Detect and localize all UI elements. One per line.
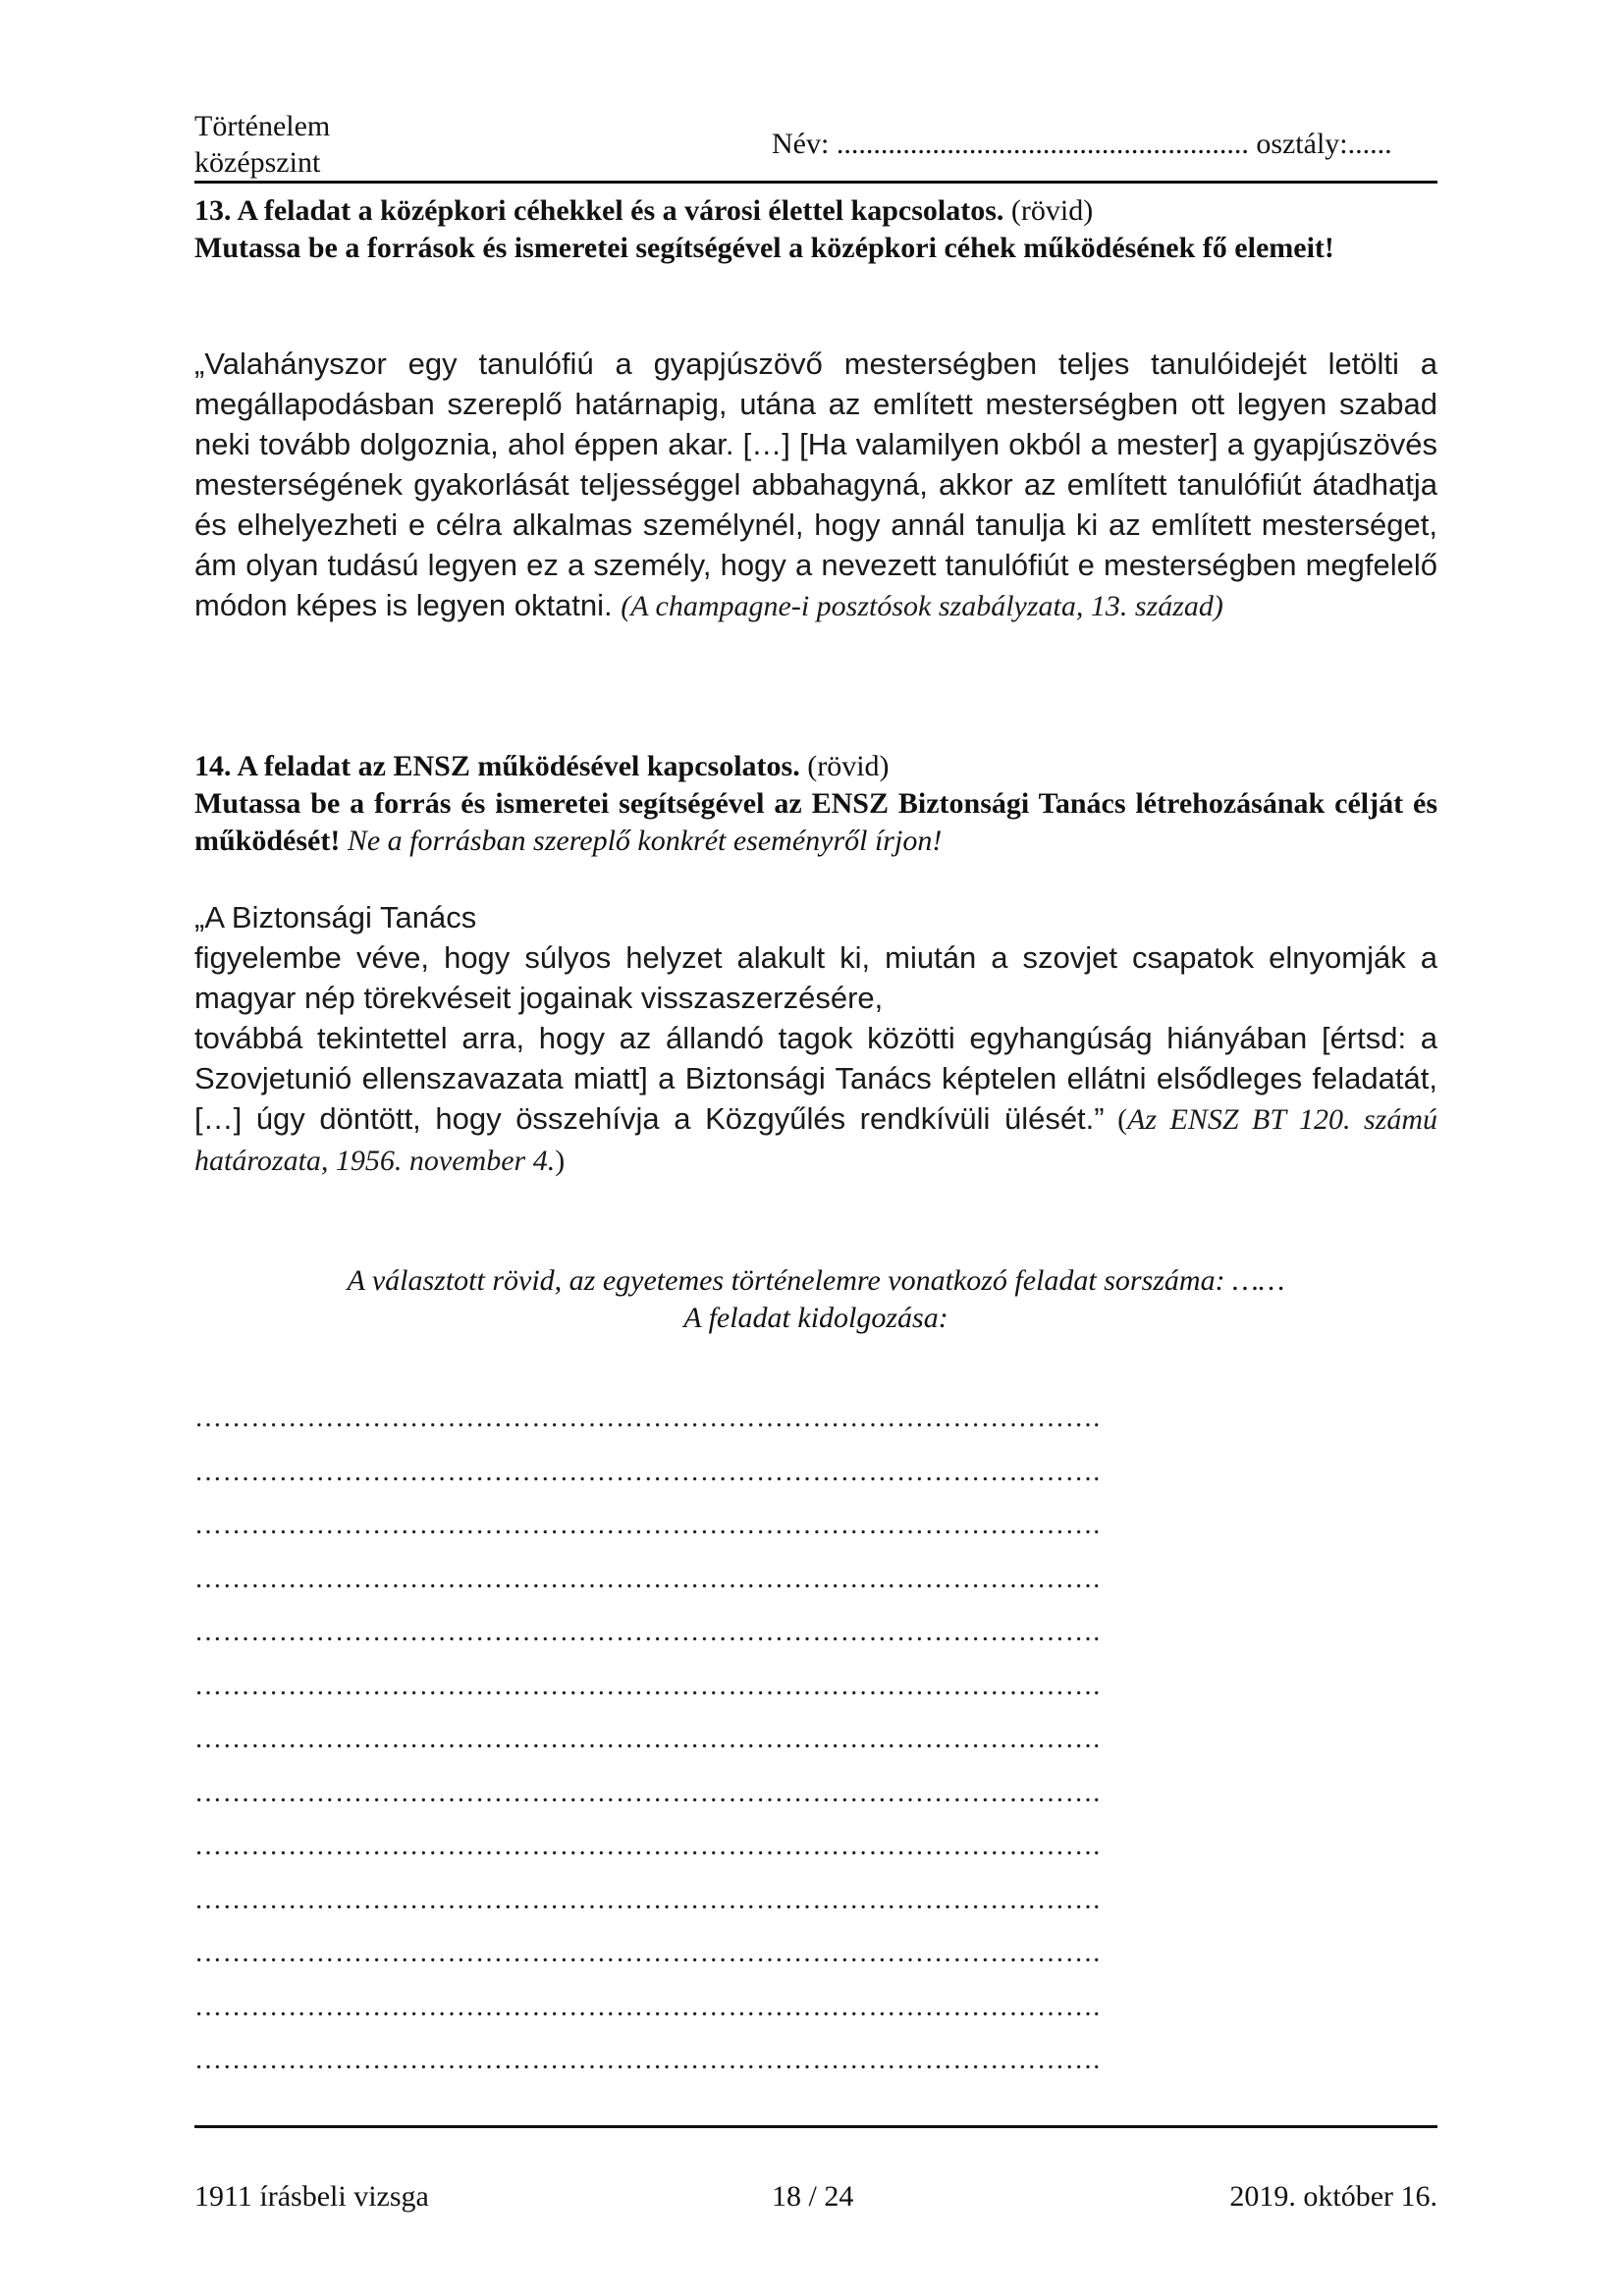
answer-line[interactable]: …………………………………………………………………………………….	[194, 1938, 1101, 1968]
answer-line[interactable]: …………………………………………………………………………………….	[194, 1831, 1101, 1861]
task-13-source	[194, 344, 1437, 626]
answer-line[interactable]: …………………………………………………………………………………….	[194, 1884, 1101, 1915]
cite-open: (	[1104, 1103, 1128, 1136]
answer-line[interactable]: …………………………………………………………………………………….	[194, 1777, 1101, 1808]
answer-line[interactable]: …………………………………………………………………………………….	[194, 1724, 1101, 1754]
answer-line[interactable]: …………………………………………………………………………………….	[194, 1991, 1101, 2022]
task-13-title	[194, 192, 1437, 230]
task-14-source-line-1: „A Biztonsági Tanács	[194, 900, 477, 934]
task-13-title-text: 13. A feladat a középkori céhekkel és a városi élettel kapcsolatos.	[194, 194, 1004, 227]
task-14-title	[194, 748, 1437, 785]
answer-line[interactable]: …………………………………………………………………………………….	[194, 1510, 1101, 1540]
footer-date: 2019. október 16.	[1229, 2180, 1437, 2213]
answer-line[interactable]: …………………………………………………………………………………….	[194, 1456, 1101, 1487]
task-14-instruction-note: Ne a forrásban szereplő konkrét eseményről írjon!	[347, 825, 943, 857]
answer-line[interactable]: …………………………………………………………………………………….	[194, 1403, 1101, 1433]
task-14	[194, 748, 1437, 860]
task-14-source-citation: Az ENSZ BT 120. számú határozata, 1956. november 4.	[194, 1103, 1437, 1177]
task-14-instruction	[194, 785, 1437, 860]
header-name-field: Név: ........................................................ osztály:......	[772, 128, 1392, 160]
task-13-instruction: Mutassa be a források és ismeretei segítségével a középkori céhek működésének fő elemeit!	[194, 232, 1334, 264]
task-14-instruction-text: Mutassa be a forrás és ismeretei segítségével az ENSZ Biztonsági Tanács létrehozásának célját és működését!	[194, 787, 1437, 857]
task-14-title-text: 14. A feladat az ENSZ működésével kapcsolatos.	[194, 750, 800, 782]
header-subject: Történelem	[194, 110, 331, 142]
answer-lines[interactable]	[194, 1392, 1437, 2088]
answer-line[interactable]: …………………………………………………………………………………….	[194, 1617, 1101, 1647]
task-13	[194, 192, 1437, 267]
elaboration-label: A feladat kidolgozása:	[683, 1302, 948, 1334]
task-14-source-line-3	[194, 1018, 1437, 1181]
footer-page-number: 18 / 24	[772, 2180, 854, 2213]
task-13-source-citation: (A champagne-i posztósok szabályzata, 13. század)	[621, 590, 1223, 622]
chosen-task-label: A választott rövid, az egyetemes történelemre vonatkozó feladat sorszáma: ……	[347, 1264, 1285, 1297]
task-13-source-text: „Valahányszor egy tanulófiú a gyapjúszövő mesterségben teljes tanulóidejét letölti a megállapodásban szereplő határnapig, utána az említett mesterségben ott legyen szabad neki tovább dolgoznia, ahol éppen akar. […] [Ha valamilyen okból a mester] a gyapjúszövés mesterségének gyakorlását teljességgel abbahagyná, akkor az említett tanulófiút átadhatja és elhelyezheti e célra alkalmas személynél, hogy annál tanulja ki az említett mesterséget, ám olyan tudású legyen ez a személy, hogy a nevezett tanulófiút e mesterségben megfelelő módon képes is legyen oktatni.	[194, 347, 1437, 622]
footer-exam: 1911 írásbeli vizsga	[194, 2180, 429, 2213]
cite-close: )	[555, 1145, 566, 1177]
task-14-source	[194, 897, 1437, 1181]
answer-line[interactable]: …………………………………………………………………………………….	[194, 2045, 1101, 2075]
answer-line[interactable]: …………………………………………………………………………………….	[194, 1670, 1101, 1701]
answer-line[interactable]: …………………………………………………………………………………….	[194, 1563, 1101, 1594]
task-14-type: (rövid)	[799, 750, 890, 782]
task-14-source-line-2: figyelembe véve, hogy súlyos helyzet alakult ki, miután a szovjet csapatok elnyomják a magyar nép törekvéseit jogainak visszaszerzésére,	[194, 940, 1437, 1015]
header-level: középszint	[194, 146, 321, 179]
task-14-source-line-3-text: továbbá tekintettel arra, hogy az állandó tagok közötti egyhangúság hiányában [értsd: a Szovjetunió ellenszavazata miatt] a Biztonsági Tanács képtelen ellátni elsődleges feladatát, […] úgy döntött, hogy összehívja a Közgyűlés rendkívüli ülését.”	[194, 1021, 1437, 1136]
header-subject-block	[194, 108, 330, 181]
header-divider	[194, 181, 1437, 184]
task-13-type: (rövid)	[1003, 194, 1094, 227]
footer-divider	[194, 2125, 1437, 2128]
